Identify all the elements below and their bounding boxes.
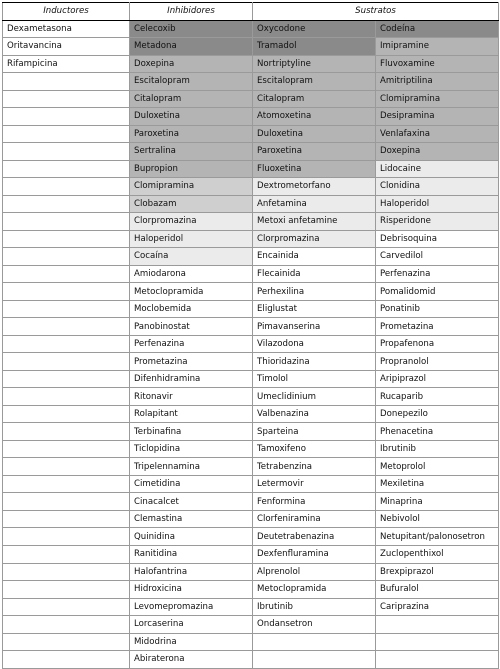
table-row (3, 510, 499, 528)
table-row (3, 475, 499, 493)
inhibitor-cell: Clobazam (130, 195, 253, 213)
table-row (3, 528, 499, 546)
inductor-cell (3, 178, 130, 196)
header-sustratos: Sustratos (253, 3, 499, 21)
substrate-cell: Encainida (253, 248, 376, 266)
inductor-cell (3, 265, 130, 283)
table-row (3, 55, 499, 73)
table-row (3, 493, 499, 511)
substrate-cell: Escitalopram (253, 73, 376, 91)
inhibitor-cell: Bupropion (130, 160, 253, 178)
table-row (3, 248, 499, 266)
inhibitor-cell: Cimetidina (130, 475, 253, 493)
substrate-cell: Metoclopramida (253, 581, 376, 599)
inductor-cell (3, 563, 130, 581)
inhibitor-cell: Duloxetina (130, 108, 253, 126)
inductor-cell (3, 440, 130, 458)
inductor-cell (3, 108, 130, 126)
substrate-cell: Valbenazina (253, 405, 376, 423)
inhibitor-cell: Perfenazina (130, 335, 253, 353)
substrate-cell: Codeína (376, 20, 499, 38)
inhibitor-cell: Rolapitant (130, 405, 253, 423)
inhibitor-cell: Clemastina (130, 510, 253, 528)
substrate-cell (253, 633, 376, 651)
table-row (3, 353, 499, 371)
header-inhibidores: Inhibidores (130, 3, 253, 21)
substrate-cell: Paroxetina (253, 143, 376, 161)
inhibitor-cell: Haloperidol (130, 230, 253, 248)
substrate-cell: Ibrutinib (376, 440, 499, 458)
inhibitor-cell: Metoclopramida (130, 283, 253, 301)
inductor-cell: Dexametasona (3, 20, 130, 38)
substrate-cell: Dexfenfluramina (253, 545, 376, 563)
inductor-cell (3, 510, 130, 528)
inhibitor-cell: Lorcaserina (130, 616, 253, 634)
substrate-cell: Timolol (253, 370, 376, 388)
table-row (3, 405, 499, 423)
table-row (3, 598, 499, 616)
inhibitor-cell: Paroxetina (130, 125, 253, 143)
inductor-cell (3, 370, 130, 388)
inductor-cell (3, 248, 130, 266)
substrate-cell: Netupitant/palonosetron (376, 528, 499, 546)
substrate-cell: Thioridazina (253, 353, 376, 371)
table-row (3, 90, 499, 108)
table-row (3, 335, 499, 353)
inductor-cell (3, 353, 130, 371)
substrate-cell: Nortriptyline (253, 55, 376, 73)
substrate-cell: Propranolol (376, 353, 499, 371)
inhibitor-cell: Escitalopram (130, 73, 253, 91)
substrate-cell: Imipramine (376, 38, 499, 56)
substrate-cell: Metoxi anfetamine (253, 213, 376, 231)
inductor-cell (3, 160, 130, 178)
inhibitor-cell: Doxepina (130, 55, 253, 73)
substrate-cell: Propafenona (376, 335, 499, 353)
inhibitor-cell: Panobinostat (130, 318, 253, 336)
inductor-cell (3, 581, 130, 599)
substrate-cell: Donepezilo (376, 405, 499, 423)
substrate-cell (376, 633, 499, 651)
substrate-cell: Aripiprazol (376, 370, 499, 388)
substrate-cell: Doxepina (376, 143, 499, 161)
inductor-cell (3, 633, 130, 651)
substrate-cell: Duloxetina (253, 125, 376, 143)
table-row (3, 265, 499, 283)
table-row (3, 563, 499, 581)
inductor-cell (3, 388, 130, 406)
substrate-cell: Risperidone (376, 213, 499, 231)
substrate-cell: Perhexilina (253, 283, 376, 301)
drug-interaction-table (2, 2, 499, 669)
substrate-cell: Tramadol (253, 38, 376, 56)
inductor-cell (3, 125, 130, 143)
inhibitor-cell: Prometazina (130, 353, 253, 371)
table-row (3, 230, 499, 248)
inhibitor-cell: Amiodarona (130, 265, 253, 283)
inhibitor-cell: Clomipramina (130, 178, 253, 196)
inhibitor-cell: Tripelennamina (130, 458, 253, 476)
substrate-cell: Citalopram (253, 90, 376, 108)
substrate-cell: Vilazodona (253, 335, 376, 353)
table-row (3, 423, 499, 441)
inhibitor-cell: Levomepromazina (130, 598, 253, 616)
inhibitor-cell: Cinacalcet (130, 493, 253, 511)
inductor-cell: Oritavancina (3, 38, 130, 56)
table-row (3, 38, 499, 56)
inductor-cell (3, 283, 130, 301)
substrate-cell: Phenacetina (376, 423, 499, 441)
substrate-cell: Cariprazina (376, 598, 499, 616)
substrate-cell (376, 616, 499, 634)
table-row (3, 125, 499, 143)
table-row (3, 388, 499, 406)
inductor-cell (3, 545, 130, 563)
substrate-cell: Anfetamina (253, 195, 376, 213)
substrate-cell: Metoprolol (376, 458, 499, 476)
inductor-cell (3, 651, 130, 669)
inductor-cell (3, 90, 130, 108)
inhibitor-cell: Citalopram (130, 90, 253, 108)
substrate-cell: Ondansetron (253, 616, 376, 634)
substrate-cell: Alprenolol (253, 563, 376, 581)
inductor-cell (3, 458, 130, 476)
substrate-cell: Prometazina (376, 318, 499, 336)
table-row (3, 283, 499, 301)
inhibitor-cell: Ticlopidina (130, 440, 253, 458)
table-row (3, 545, 499, 563)
inhibitor-cell: Halofantrina (130, 563, 253, 581)
table-row (3, 633, 499, 651)
substrate-cell: Sparteina (253, 423, 376, 441)
inductor-cell (3, 143, 130, 161)
header-inductores: Inductores (3, 3, 130, 21)
substrate-cell: Clonidina (376, 178, 499, 196)
inductor-cell (3, 230, 130, 248)
substrate-cell: Atomoxetina (253, 108, 376, 126)
inhibitor-cell: Ranitidina (130, 545, 253, 563)
table-row (3, 195, 499, 213)
substrate-cell: Umeclidinium (253, 388, 376, 406)
inhibitor-cell: Terbinafina (130, 423, 253, 441)
substrate-cell: Bufuralol (376, 581, 499, 599)
substrate-cell: Carvedilol (376, 248, 499, 266)
inhibitor-cell: Cocaína (130, 248, 253, 266)
table-row (3, 616, 499, 634)
substrate-cell: Pimavanserina (253, 318, 376, 336)
inhibitor-cell: Sertralina (130, 143, 253, 161)
substrate-cell: Brexpiprazol (376, 563, 499, 581)
substrate-cell: Clorpromazina (253, 230, 376, 248)
substrate-cell: Flecainida (253, 265, 376, 283)
inductor-cell (3, 300, 130, 318)
substrate-cell: Debrisoquina (376, 230, 499, 248)
inductor-cell (3, 475, 130, 493)
substrate-cell: Dextrometorfano (253, 178, 376, 196)
table-row (3, 160, 499, 178)
inductor-cell (3, 405, 130, 423)
inductor-cell: Rifampicina (3, 55, 130, 73)
substrate-cell: Ibrutinib (253, 598, 376, 616)
substrate-cell: Lidocaine (376, 160, 499, 178)
table-row (3, 20, 499, 38)
inhibitor-cell: Metadona (130, 38, 253, 56)
inhibitor-cell: Hidroxicina (130, 581, 253, 599)
table-row (3, 651, 499, 669)
table-row (3, 458, 499, 476)
inductor-cell (3, 73, 130, 91)
inhibitor-cell: Celecoxib (130, 20, 253, 38)
inductor-cell (3, 616, 130, 634)
inductor-cell (3, 493, 130, 511)
substrate-cell: Fluvoxamine (376, 55, 499, 73)
substrate-cell (253, 651, 376, 669)
table-row (3, 318, 499, 336)
inductor-cell (3, 423, 130, 441)
substrate-cell: Rucaparib (376, 388, 499, 406)
substrate-cell: Venlafaxina (376, 125, 499, 143)
table-row (3, 73, 499, 91)
substrate-cell: Desipramina (376, 108, 499, 126)
substrate-cell: Amitriptilina (376, 73, 499, 91)
substrate-cell: Oxycodone (253, 20, 376, 38)
substrate-cell: Fenformina (253, 493, 376, 511)
substrate-cell: Zuclopenthixol (376, 545, 499, 563)
substrate-cell: Pomalidomid (376, 283, 499, 301)
inhibitor-cell: Abiraterona (130, 651, 253, 669)
table-row (3, 300, 499, 318)
substrate-cell: Mexiletina (376, 475, 499, 493)
substrate-cell: Tetrabenzina (253, 458, 376, 476)
substrate-cell: Nebivolol (376, 510, 499, 528)
inductor-cell (3, 598, 130, 616)
substrate-cell: Clorfeniramina (253, 510, 376, 528)
table-row (3, 370, 499, 388)
inhibitor-cell: Difenhidramina (130, 370, 253, 388)
substrate-cell: Fluoxetina (253, 160, 376, 178)
inductor-cell (3, 528, 130, 546)
inductor-cell (3, 213, 130, 231)
table-row (3, 178, 499, 196)
table-header (3, 3, 499, 21)
substrate-cell: Eliglustat (253, 300, 376, 318)
substrate-cell: Ponatinib (376, 300, 499, 318)
inhibitor-cell: Quinidina (130, 528, 253, 546)
substrate-cell: Clomipramina (376, 90, 499, 108)
substrate-cell: Letermovir (253, 475, 376, 493)
table-row (3, 440, 499, 458)
inhibitor-cell: Midodrina (130, 633, 253, 651)
inductor-cell (3, 335, 130, 353)
inhibitor-cell: Moclobemida (130, 300, 253, 318)
substrate-cell: Minaprina (376, 493, 499, 511)
substrate-cell (376, 651, 499, 669)
substrate-cell: Tamoxifeno (253, 440, 376, 458)
substrate-cell: Deutetrabenazina (253, 528, 376, 546)
inductor-cell (3, 195, 130, 213)
table-row (3, 108, 499, 126)
inductor-cell (3, 318, 130, 336)
header-row (3, 3, 499, 21)
inhibitor-cell: Clorpromazina (130, 213, 253, 231)
substrate-cell: Haloperidol (376, 195, 499, 213)
table-body (3, 20, 499, 668)
substrate-cell: Perfenazina (376, 265, 499, 283)
table-row (3, 213, 499, 231)
inhibitor-cell: Ritonavir (130, 388, 253, 406)
table-row (3, 581, 499, 599)
table-row (3, 143, 499, 161)
